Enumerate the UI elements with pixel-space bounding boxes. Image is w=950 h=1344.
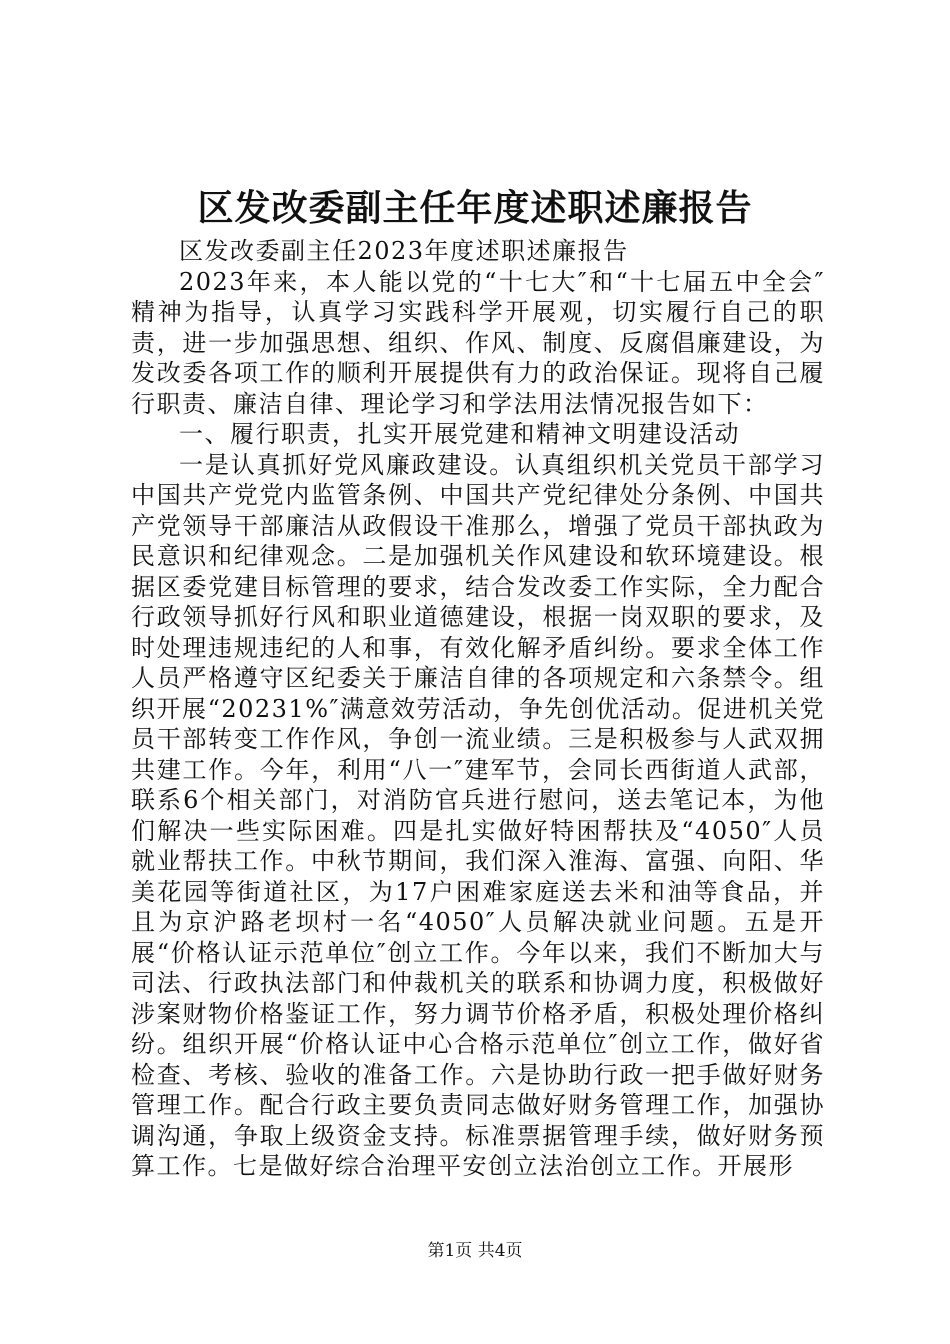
page-number-footer: 第1页 共4页 xyxy=(427,1241,523,1261)
page-title: 区发改委副主任年度述职述廉报告 xyxy=(197,187,753,229)
document-body xyxy=(131,236,825,1182)
paragraph-intro: 2023年来，本人能以党的“十七大″和“十七届五中全会″精神为指导，认真学习实践科学开展观，切实履行自己的职责，进一步加强思想、组织、作风、制度、反腐倡廉建设，为发改委各项工作的顺利开展提供有力的政治保证。现将自己履行职责、廉洁自律、理论学习和学法用法情况报告如下： xyxy=(131,267,825,418)
section-heading: 一、履行职责，扎实开展党建和精神文明建设活动 xyxy=(179,420,740,448)
paragraph-body: 一是认真抓好党风廉政建设。认真组织机关党员干部学习中国共产党党内监管条例、中国共产党纪律处分条例、中国共产党领导干部廉洁从政假设干准那么，增强了党员干部执政为民意识和纪律观念。二是加强机关作风建设和软环境建设。根据区委党建目标管理的要求，结合发改委工作实际，全力配合行政领导抓好行风和职业道德建设，根据一岗双职的要求，及时处理违规违纪的人和事，有效化解矛盾纠纷。要求全体工作人员严格遵守区纪委关于廉洁自律的各项规定和六条禁令。组织开展“20231%″满意效劳活动，争先创优活动。促进机关党员干部转变工作作风，争创一流业绩。三是积极参与人武双拥共建工作。今年，利用“八一″建军节，会同长西街道人武部，联系6个相关部门，对消防官兵进行慰问，送去笔记本，为他们解决一些实际困难。四是扎实做好特困帮扶及“4050″人员就业帮扶工作。中秋节期间，我们深入淮海、富强、向阳、华美花园等街道社区，为17户困难家庭送去米和油等食品，并且为京沪路老坝村一名“4050″人员解决就业问题。五是开展“价格认证示范单位″创立工作。今年以来，我们不断加大与司法、行政执法部门和仲裁机关的联系和协调力度，积极做好涉案财物价格鉴证工作，努力调节价格矛盾，积极处理价格纠纷。组织开展“价格认证中心合格示范单位″创立工作，做好省检查、考核、验收的准备工作。六是协助行政一把手做好财务管理工作。配合行政主要负责同志做好财务管理工作，加强协调沟通，争取上级资金支持。标准票据管理手续，做好财务预算工作。七是做好综合治理平安创立法治创立工作。开展形 xyxy=(131,450,825,1180)
paragraph-subtitle: 区发改委副主任2023年度述职述廉报告 xyxy=(179,237,629,265)
